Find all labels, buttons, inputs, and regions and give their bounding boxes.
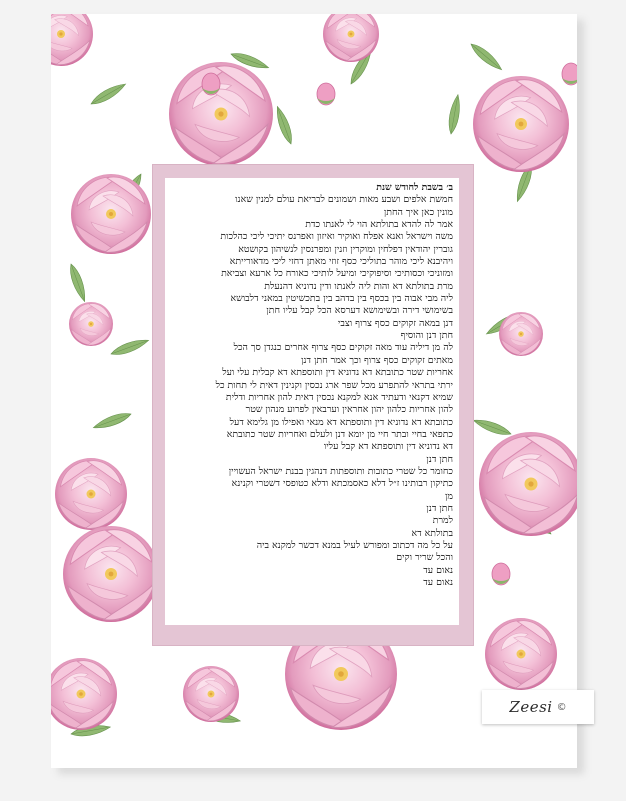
text-line: נאום עד — [423, 577, 453, 588]
text-line: ב׳ בשבת לחודש שנת — [376, 182, 453, 193]
text-line: כתיקון רבותינו ז״ל דלא כאסמכתא ודלא כטופסי דשטרי וקנינא — [231, 478, 453, 490]
text-line: ירתי בתראי להתפרע מכל שפר ארג נכסין וקנינין דאית לי תחות כל — [215, 379, 453, 391]
text-line: נאום עד — [423, 564, 453, 576]
ketubah-text — [171, 182, 453, 622]
text-line: על כל מה דכתוב ומפורש לעיל במנא דכשר למקנא ביה — [256, 539, 453, 551]
text-line: חתן דנן והוסיף — [400, 330, 453, 342]
text-line: אחריות שטר כתובתא דא נדוניא דין ותוספתא דא קבלית עלי ועל — [222, 367, 453, 379]
copyright-icon: © — [556, 701, 567, 713]
text-line: מן — [445, 490, 453, 502]
text-line: מרת בתולתא דא והות ליה לאנתו ודין נדוניא דהנעלת — [264, 280, 453, 292]
text-line: למרת — [432, 515, 453, 527]
text-line: שמיא דקנאי ודעתיד אנא למקנא נכסין דאית להון אחריות ודלית — [225, 391, 453, 403]
text-line: חתן דנן — [426, 502, 453, 514]
text-line: בשימושי דירה ובשימושא דערסא הכל קבל עליו חתן — [266, 305, 453, 317]
text-line: ומזוניכי וכסותיכי וסיפוקיכי ומיעל לותיכי כאורח כל ארעא וצביאת — [221, 268, 453, 280]
text-line: בתולתא דא — [411, 527, 453, 539]
text-line: ליה מבי אבוה בין בכסף בין בדהב בין בתכשיטין במאני דלבושא — [230, 293, 453, 305]
text-line: גוברין יהודאין דפלחין ומוקרין וזנין ומפרנסין לנשיהון בקושטא — [238, 243, 453, 255]
text-line: חמשת אלפים ושבע מאות ושמונים לבריאת עולם למנין שאנו — [235, 194, 453, 206]
text-line: והכל שריר וקים — [396, 552, 453, 564]
text-line: לה מן דיליה עוד מאה זקוקים כסף צרוף אחרים כנגדן סך הכל — [233, 342, 453, 354]
text-line: כתפאי בחיי ובתר חיי מן יומא דנן ולעלם ואחריות שטר כתובתא — [226, 428, 453, 440]
text-line: מאתים זקוקים כסף צרוף וכך אמר חתן דנן — [301, 354, 453, 366]
text-line: משה וישראל ואנא אפלח ואוקיר ואיזון ואפרנס יתיכי ליכי כהלכות — [220, 231, 453, 243]
text-line: כתובתא דא נדוניא דין ותוספתא דא מנאי ואפילו מן גלימא דעל — [229, 416, 453, 428]
text-line: מונין כאן איך החתן — [383, 206, 453, 218]
logo-word: Zeesi — [509, 698, 553, 716]
text-line: להון אחריות כלהון יהון אחראין וערבאין לפרוע מנהון שטר — [245, 404, 453, 416]
text-line: חתן דנן — [426, 453, 453, 465]
zeesi-logo — [482, 690, 594, 724]
ketubah-sheet — [51, 14, 577, 768]
text-line: כחומר כל שטרי כתובות ותוספתות דנהגין בבנת ישראל העשויין — [228, 465, 453, 477]
text-line: ויהיבנא ליכי מוהר בתוליכי כסף זוזי מאתן דחזי ליכי מדאורייתא — [229, 256, 453, 268]
text-line: דנן במאה זקוקים כסף צרוף וצבי — [337, 317, 453, 329]
text-line: דא נדוניא דין ותוספתא דא קבל עליו — [323, 441, 453, 453]
text-line: אמר לה להדא בתולתא הוי לי לאנתו כדת — [305, 219, 453, 231]
